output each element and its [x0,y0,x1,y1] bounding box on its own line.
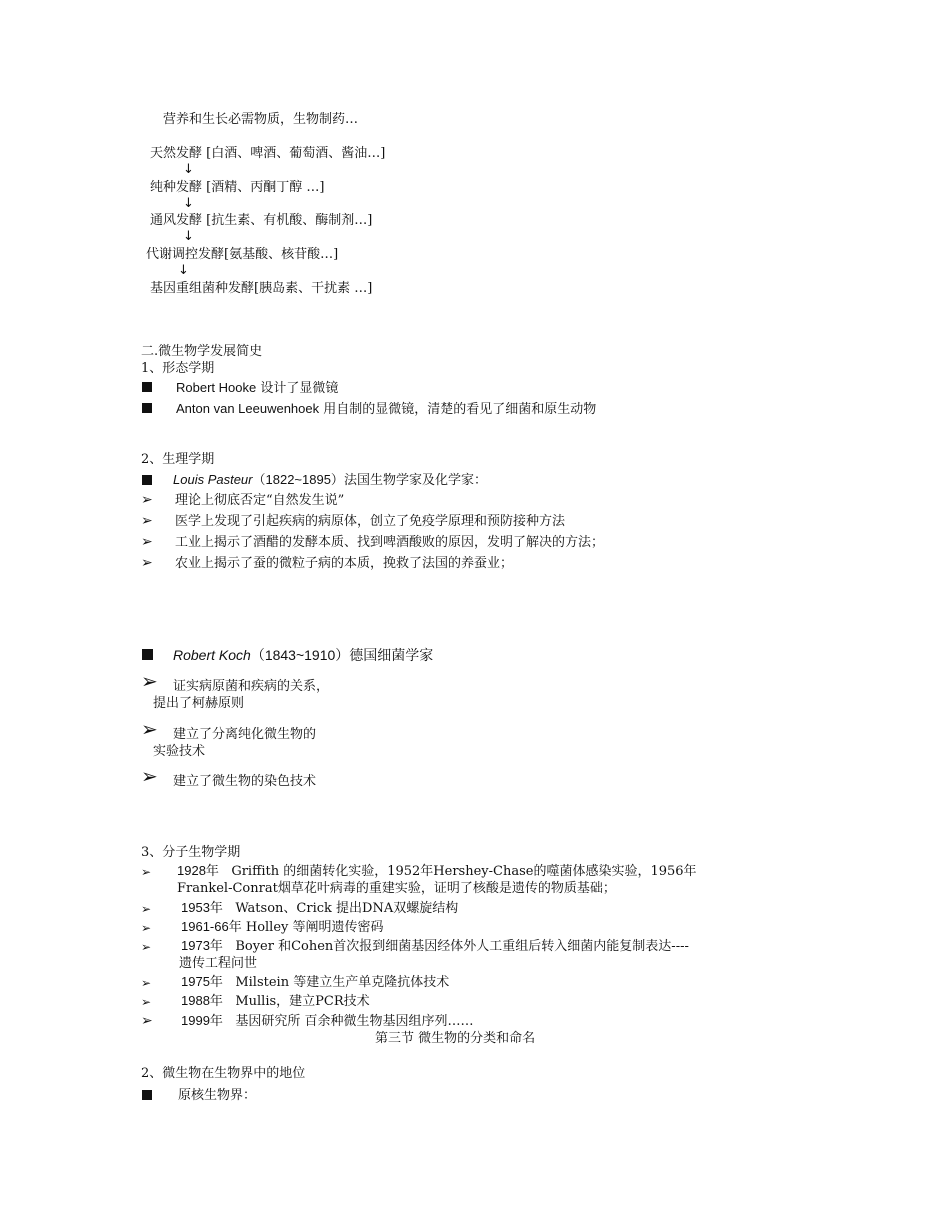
year: 1973年 [181,938,223,953]
koch-item-line: 建立了分离纯化微生物的 [173,727,317,742]
arrow-bullet-icon: ➢ [141,717,158,741]
pasteur-item: 医学上发现了引起疾病的病原体，创立了免疫学原理和预防接种方法 [175,514,566,529]
mol-item [177,863,697,880]
pasteur-heading [173,472,487,489]
mol-item-cont: 遗传工程问世 [179,956,258,971]
person-desc: 法国生物学家及化学家： [343,473,487,488]
down-arrow-icon: ↓ [183,229,194,244]
item-text: Mullis，建立PCR技术 [235,994,370,1009]
arrow-bullet-icon: ➢ [141,513,153,529]
fermentation-stage: 基因重组菌种发酵[胰岛素、干扰素 …] [150,281,373,296]
pasteur-item: 理论上彻底否定“自然发生说” [175,493,345,508]
item-text: Watson、Crick 提出DNA双螺旋结构 [235,901,459,916]
person-dates: （1843~1910） [250,647,350,663]
subsection-title: 3、分子生物学期 [141,845,241,860]
year: 1988年 [181,993,223,1008]
fermentation-stage: 天然发酵 [白酒、啤酒、葡萄酒、酱油…] [150,146,386,161]
arrow-bullet-icon: ➢ [141,555,153,571]
square-bullet-icon [142,649,153,660]
square-bullet-icon [142,382,152,392]
arrow-bullet-icon: ➢ [141,865,152,879]
year: 1975年 [181,974,223,989]
person-desc: 德国细菌学家 [349,648,434,664]
person-name: Anton van Leeuwenhoek [176,401,320,416]
subsection-title: 2、微生物在生物界中的地位 [141,1066,306,1081]
koch-item-line: 证实病原菌和疾病的关系， [173,679,330,694]
koch-heading [173,647,433,664]
item-text: Griffith 的细菌转化实验，1952年Hershey-Chase的噬菌体感染实验，1956年 [231,864,697,879]
mol-item [181,900,458,917]
subsection-title: 2、生理学期 [141,452,215,467]
arrow-bullet-icon: ➢ [141,902,152,916]
down-arrow-icon: ↓ [183,162,194,177]
morph-item [176,380,338,397]
pasteur-item: 工业上揭示了酒醋的发酵本质、找到啤酒酸败的原因，发明了解决的方法； [175,535,605,550]
square-bullet-icon [142,403,152,413]
section-title: 第三节 微生物的分类和命名 [375,1031,536,1046]
person-dates: （1822~1895） [252,472,344,487]
pasteur-item: 农业上揭示了蚕的微粒子病的本质，挽救了法国的养蚕业； [175,556,514,571]
mol-item [181,919,384,936]
section-title: 二.微生物学发展简史 [141,344,263,359]
person-name: Louis Pasteur [173,472,253,487]
morph-item [176,401,596,418]
arrow-bullet-icon: ➢ [141,921,152,935]
kingdom-item: 原核生物界： [178,1088,257,1103]
arrow-bullet-icon: ➢ [141,764,158,788]
item-text: 设计了显微镜 [260,381,339,396]
square-bullet-icon [142,475,152,485]
down-arrow-icon: ↓ [183,196,194,211]
fermentation-stage: 代谢调控发酵[氨基酸、核苷酸…] [146,247,339,262]
koch-item-line: 实验技术 [153,744,206,759]
arrow-bullet-icon: ➢ [141,492,153,508]
koch-item-line: 建立了微生物的染色技术 [173,774,317,789]
fermentation-stage: 通风发酵 [抗生素、有机酸、酶制剂…] [150,213,373,228]
square-bullet-icon [142,1090,152,1100]
item-text: 基因研究所 百余种微生物基因组序列…… [235,1014,474,1029]
person-name: Robert Koch [173,647,251,663]
item-text: 用自制的显微镜，清楚的看见了细菌和原生动物 [323,402,597,417]
intro-text: 营养和生长必需物质，生物制药… [163,112,359,127]
fermentation-stage: 纯种发酵 [酒精、丙酮丁醇 …] [150,180,325,195]
down-arrow-icon: ↓ [178,263,189,278]
item-text: Holley 等阐明遗传密码 [245,920,384,935]
arrow-bullet-icon: ➢ [141,1013,153,1029]
item-text: Boyer 和Cohen首次报到细菌基因经体外人工重组后转入细菌内能复制表达---- [235,939,689,954]
arrow-bullet-icon: ➢ [141,669,158,693]
year: 1999年 [181,1013,223,1028]
mol-item [181,938,689,955]
mol-item-cont: Frankel-Conrat烟草花叶病毒的重建实验，证明了核酸是遗传的物质基础； [177,881,616,896]
year: 1953年 [181,900,223,915]
mol-item [181,1013,473,1030]
year: 1928年 [177,863,219,878]
subsection-title: 1、形态学期 [141,361,215,376]
arrow-bullet-icon: ➢ [141,976,152,990]
item-text: Milstein 等建立生产单克隆抗体技术 [235,975,450,990]
person-name: Robert Hooke [176,380,257,395]
arrow-bullet-icon: ➢ [141,995,152,1009]
mol-item [181,974,449,991]
koch-item-line: 提出了柯赫原则 [153,696,245,711]
mol-item [181,993,370,1010]
year: 1961-66年 [181,919,242,934]
arrow-bullet-icon: ➢ [141,940,152,954]
arrow-bullet-icon: ➢ [141,534,153,550]
